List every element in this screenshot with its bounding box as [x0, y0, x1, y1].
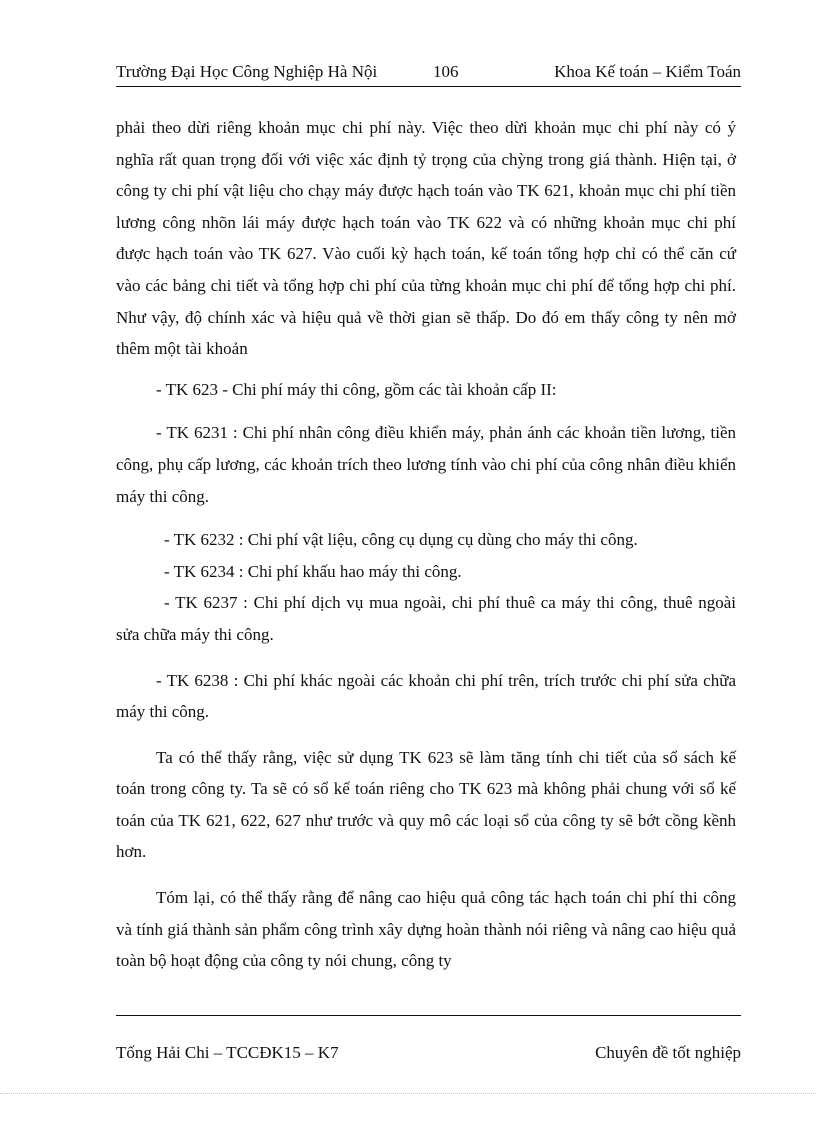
page-boundary-divider [0, 1093, 816, 1094]
list-item-tk6232: - TK 6232 : Chi phí vật liệu, công cụ dụng cụ dùng cho máy thi công. [164, 530, 638, 550]
footer-document-type: Chuyên đề tốt nghiệp [595, 1043, 741, 1062]
footer-author: Tống Hải Chi – TCCĐK15 – K7 [116, 1043, 339, 1062]
page-footer [116, 1015, 741, 1066]
page-header [116, 60, 741, 87]
list-item-tk6231: - TK 6231 : Chi phí nhân công điều khiển máy, phản ánh các khoản tiền lương, tiền công, phụ cấp lương, các khoản trích theo lương tính vào chi phí của công nhân điều khiển máy thi công. [116, 423, 736, 506]
list-item-tk6237: - TK 6237 : Chi phí dịch vụ mua ngoài, chi phí thuê ca máy thi công, thuê ngoài sửa chữa máy thi công. [116, 593, 736, 644]
paragraph-conclusion-tk623: Ta có thể thấy rằng, việc sử dụng TK 623 sẽ làm tăng tính chi tiết của sổ sách kế toán trong công ty. Ta sẽ có sổ kế toán riêng cho TK 623 mà không phải chung với sổ kế toán của TK 621, 622, 627 như trước và quy mô các loại sổ của công ty sẽ bớt cồng kềnh hơn. [116, 747, 736, 862]
header-page-number: 106 [433, 62, 459, 81]
document-body [116, 112, 736, 977]
paragraph-intro: phải theo dừi riêng khoản mục chi phí này. Việc theo dừi khoản mục chi phí này có ý nghĩa rất quan trọng đối với việc xác định tỷ trọng của chỳng trong giá thành. Hiện tại, ở công ty chi phí vật liệu cho chạy máy được hạch toán vào TK 621, khoản mục chi phí tiền lương công nhõn lái máy được hạch toán vào TK 622 và có những khoản mục chi phí được hạch toán vào TK 627. Vào cuối kỳ hạch toán, kế toán tổng hợp chỉ có thể căn cứ vào các bảng chi tiết và tổng hợp chi phí của từng khoản mục chi phí để tổng hợp chi phí. Như vậy, độ chính xác và hiệu quả về thời gian sẽ thấp. Do đó em thấy công ty nên mở thêm một tài khoản [116, 118, 736, 359]
paragraph-summary: Tóm lại, có thể thấy rằng để nâng cao hiệu quả công tác hạch toán chi phí thi công và tính giá thành sản phẩm công trình xây dựng hoàn thành nói riêng và nâng cao hiệu quả toàn bộ hoạt động của công ty nói chung, công ty [116, 888, 736, 971]
header-department: Khoa Kế toán – Kiểm Toán [554, 62, 741, 81]
list-item-tk6234: - TK 6234 : Chi phí khấu hao máy thi công. [164, 561, 462, 581]
list-item-tk623: - TK 623 - Chi phí máy thi công, gồm các tài khoản cấp II: [156, 379, 557, 399]
header-school-name: Trường Đại Học Công Nghiệp Hà Nội [116, 62, 378, 81]
list-item-tk6238: - TK 6238 : Chi phí khác ngoài các khoản chi phí trên, trích trước chi phí sửa chữa máy thi công. [116, 670, 736, 722]
